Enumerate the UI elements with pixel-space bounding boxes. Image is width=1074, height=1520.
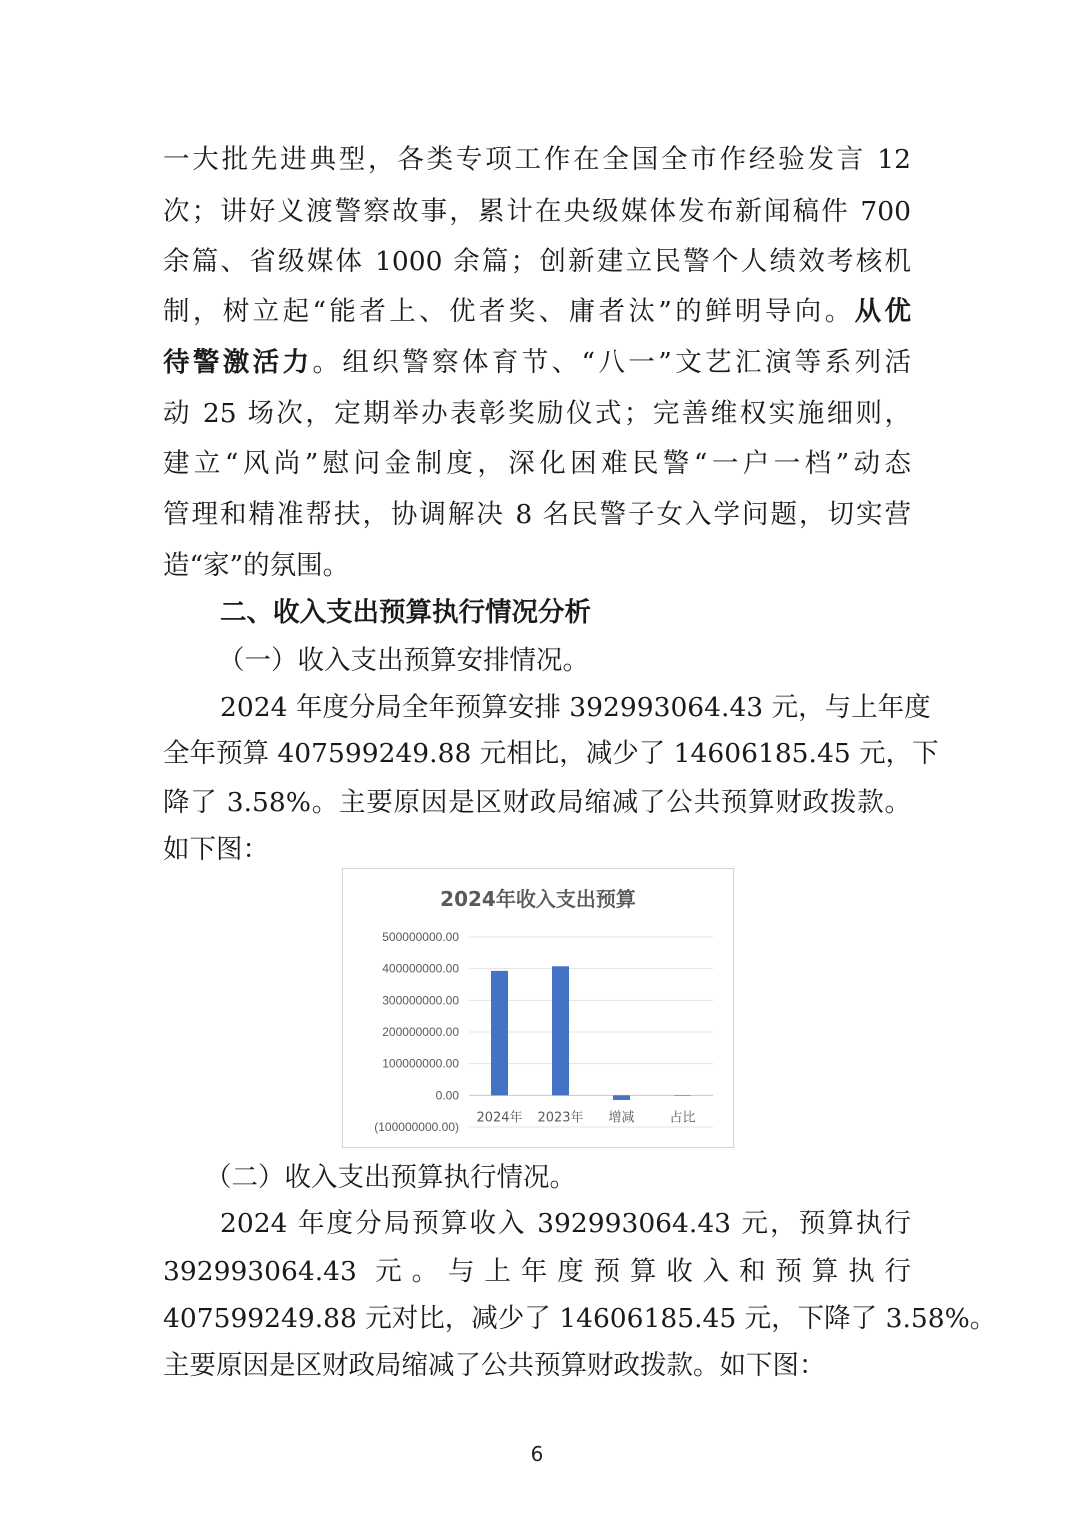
y-tick-label: 100000000.00 [382, 1056, 459, 1071]
bold-phrase: 待警激活力 [163, 347, 313, 378]
x-tick-label: 2023年 [537, 1110, 584, 1126]
chart-title: 2024年收入支出预算 [440, 887, 636, 911]
text-line: 造“家”的氛围。 [163, 550, 350, 581]
subsection-heading: （二）收入支出预算执行情况。 [205, 1162, 576, 1193]
y-tick-label: 300000000.00 [382, 993, 459, 1008]
text-line: 2024 年度分局预算收入 392993064.43 元，预算执行 [220, 1208, 911, 1239]
y-tick-label: (100000000.00) [374, 1120, 459, 1134]
page-number: 6 [530, 1442, 544, 1466]
bold-phrase: 从优 [854, 296, 911, 327]
text-segment: 制，树立起“能者上、优者奖、庸者汰”的鲜明导向。 [163, 296, 855, 327]
y-tick-label: 200000000.00 [382, 1025, 459, 1039]
text-segment: 。组织警察体育节、“八一”文艺汇演等系列活 [312, 347, 911, 378]
text-line: 降了 3.58%。主要原因是区财政局缩减了公共预算财政拨款。 [163, 787, 911, 818]
text-line: 392993064.43 元。与上年度预算收入和预算执行 [163, 1256, 911, 1287]
x-tick-label: 增减 [608, 1110, 635, 1126]
text-line: 余篇、省级媒体 1000 余篇；创新建立民警个人绩效考核机 [163, 246, 911, 277]
text-line: 建立“风尚”慰问金制度，深化困难民警“一户一档”动态 [163, 448, 911, 479]
x-tick-label: 占比 [669, 1110, 696, 1126]
text-line: 动 25 场次，定期举办表彰奖励仪式；完善维权实施细则， [163, 398, 911, 429]
text-line: 全年预算 407599249.88 元相比，减少了 14606185.45 元，下 [163, 738, 939, 769]
text-line: 管理和精准帮扶，协调解决 8 名民警子女入学问题，切实营 [163, 499, 911, 530]
text-line [163, 343, 911, 383]
bar [674, 1095, 691, 1096]
y-tick-label: 500000000.00 [382, 930, 459, 944]
text-line: 主要原因是区财政局缩减了公共预算财政拨款。如下图： [163, 1350, 826, 1381]
bar [491, 971, 508, 1095]
y-tick-label: 0.00 [435, 1088, 459, 1103]
subsection-heading: （一）收入支出预算安排情况。 [218, 645, 589, 676]
text-line: 2024 年度分局全年预算安排 392993064.43 元，与上年度 [220, 692, 931, 723]
y-tick-label: 400000000.00 [382, 961, 459, 976]
budget-bar-chart [342, 868, 734, 1148]
text-line [163, 292, 911, 332]
text-line: 次；讲好义渡警察故事，累计在央级媒体发布新闻稿件 700 [163, 196, 911, 227]
section-heading: 二、收入支出预算执行情况分析 [220, 597, 591, 628]
bar [552, 966, 569, 1095]
x-tick-label: 2024年 [476, 1110, 523, 1126]
text-line: 一大批先进典型，各类专项工作在全国全市作经验发言 12 [163, 144, 911, 175]
text-line: 407599249.88 元对比，减少了 14606185.45 元，下降了 3.58%。 [163, 1303, 997, 1334]
bar [613, 1095, 630, 1100]
text-line: 如下图： [163, 834, 269, 865]
chart-canvas [343, 869, 733, 1147]
